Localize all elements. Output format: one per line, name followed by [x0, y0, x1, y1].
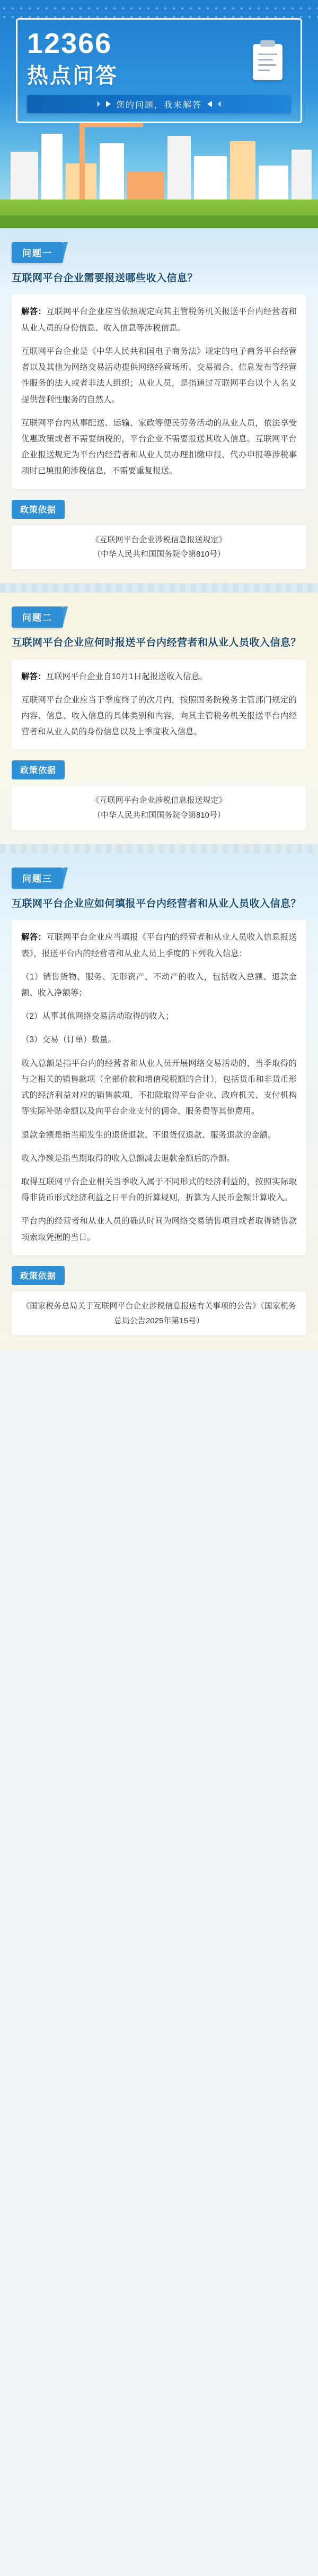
play-triangle-icon — [106, 101, 111, 107]
answer-paragraph — [21, 669, 297, 685]
policy-basis-line: （中华人民共和国国务院令第810号） — [92, 550, 226, 559]
answer-paragraph — [21, 304, 297, 336]
section-divider — [0, 583, 318, 593]
answer-paragraph — [21, 930, 297, 961]
hero-title-box — [16, 18, 302, 123]
question-text-2: 互联网平台企业应何时报送平台内经营者和从业人员收入信息？ — [12, 637, 302, 649]
question-tag-2: 问题二 — [12, 606, 63, 628]
section-divider — [0, 844, 318, 854]
play-triangle-icon — [217, 101, 221, 107]
qa-card-1 — [0, 228, 318, 583]
city-illustration — [0, 117, 318, 228]
answer-paragraph: 取得互联网平台企业相关当季收入属于不同形式的经济利益的，按照实际取得非货币形式经济利益之日平台的折算规则，折算为人民币金额计算收入。 — [21, 1177, 297, 1203]
answer-paragraph: （1）销售货物、服务、无形资产、不动产的收入，包括收入总额、退款金额、收入净额等； — [21, 972, 297, 998]
question-text-3: 互联网平台企业应如何填报平台内经营者和从业人员收入信息？ — [12, 898, 302, 909]
play-triangle-icon — [97, 101, 101, 107]
ground-shadow-strip — [0, 215, 318, 228]
answer-paragraph: 平台内的经营者和从业人员的确认时间为网络交易销售项目或者取得销售款项索取凭据的当日。 — [21, 1217, 297, 1242]
answer-box-3 — [12, 920, 306, 1255]
answer-paragraph: 互联网平台企业是《中华人民共和国电子商务法》规定的电子商务平台经营者以及其他为网络交易活动提供网络经营场所、交易撮合、信息发布等经营性服务的法人或者非法人组织；从业人员，是指通过互联网平台以个人名义提供营利性服务的自然人。 — [21, 346, 297, 404]
policy-basis-title-3: 政策依据 — [12, 1266, 65, 1285]
hotline-number: 12366 — [27, 28, 112, 59]
clipboard-icon — [253, 44, 282, 80]
qa-card-3 — [0, 854, 318, 1349]
policy-basis-title-1: 政策依据 — [12, 500, 65, 519]
answer-paragraph-text: 互联网平台企业自10月1日起报送收入信息。 — [46, 672, 208, 681]
answer-box-1 — [12, 294, 306, 489]
qa-card-2 — [0, 593, 318, 844]
policy-basis-line: 《互联网平台企业涉税信息报送规定》 — [91, 796, 227, 805]
answer-lead-label: 解答： — [21, 672, 46, 681]
ribbon-label: 您的问题，我来解答 — [116, 100, 202, 110]
policy-basis-title-2: 政策依据 — [12, 760, 65, 779]
answer-paragraph-text: 互联网平台企业应当依照规定向其主管税务机关报送平台内经营者和从业人员的身份信息、收入信息等涉税信息。 — [21, 307, 297, 333]
policy-basis-line: 《国家税务总局关于互联网平台企业涉税信息报送有关事项的公告》（国家税务总局公告2025年第15号） — [22, 1301, 296, 1325]
question-tag-1: 问题一 — [12, 242, 63, 263]
hero-ribbon — [27, 95, 291, 113]
question-text-1: 互联网平台企业需要报送哪些收入信息？ — [12, 273, 198, 284]
policy-basis-box-2 — [12, 786, 306, 830]
answer-paragraph: 退款金额是指当期发生的退货退款、不退货仅退款、服务退款的金额。 — [21, 1130, 276, 1140]
answer-paragraph: （3）交易（订单）数量。 — [21, 1035, 117, 1045]
answer-paragraph: （2）从事其他网络交易活动取得的收入； — [21, 1012, 174, 1021]
hero-banner — [0, 0, 318, 228]
play-triangle-icon — [207, 101, 212, 107]
answer-lead-label: 解答： — [21, 307, 47, 317]
policy-basis-box-3 — [12, 1291, 306, 1336]
answer-lead-label: 解答： — [21, 933, 47, 942]
answer-paragraph: 互联网平台企业应当于季度终了的次月内，按照国务院税务主管部门规定的内容、信息、收入信息的具体类别和内容，向其主管税务机关报送平台内经营者和从业人员的身份信息以及上季度收入信息。 — [21, 695, 297, 737]
answer-paragraph: 互联网平台内从事配送、运输、家政等便民劳务活动的从业人员，依法享受优惠政策或者不需要纳税的，平台企业不需要报送其收入信息。互联网平台企业报送规定为平台内经营者和从业人员办理扣缴申报、代办申报等涉税事项时已填报的涉税信息，不需要重复报送。 — [21, 418, 297, 476]
policy-basis-line: 《互联网平台企业涉税信息报送规定》 — [91, 535, 227, 544]
answer-paragraph: 收入净额是指当期取得的收入总额减去退款金额后的净额。 — [21, 1153, 235, 1163]
question-tag-3: 问题三 — [12, 868, 63, 889]
answer-paragraph: 收入总额是指平台内的经营者和从业人员开展网络交易活动的，当季取得的与之相关的销售款项（全部价款和增值税税额的合计），包括货币和非货币形式的经济利益对应的销售款项，不扣除取得平台企业、政府机关、支付机构等实际补贴金额以及向平台企业支付的佣金、服务费等其他费用。 — [21, 1059, 297, 1116]
page-title: 热点问答 — [27, 64, 118, 88]
policy-basis-line: （中华人民共和国国务院令第810号） — [92, 811, 226, 820]
policy-basis-box-1 — [12, 525, 306, 570]
answer-box-2 — [12, 660, 306, 750]
answer-paragraph-text: 互联网平台企业应当填报《平台内的经营者和从业人员收入信息报送表》，报送平台内的经营者和从业人员上季度的下列收入信息： — [21, 933, 297, 958]
